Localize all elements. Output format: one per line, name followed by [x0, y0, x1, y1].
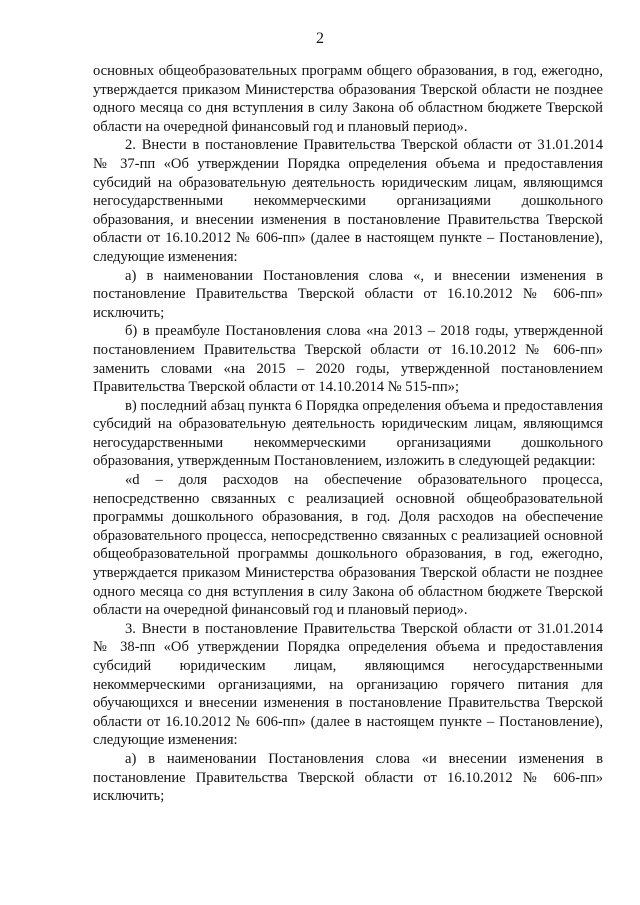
paragraph-subitem-2b: б) в преамбуле Постановления слова «на 2013 – 2018 годы, утвержденной постановлением Правительства Тверской области от 16.10.2012 № 606-пп» заменить словами «на 2015 – 2020 годы, утвержденной постановлением Правительства Тверской области от 14.10.2014 № 515-пп»; — [93, 323, 603, 396]
page-number: 2 — [316, 30, 324, 47]
paragraph-subitem-2a: а) в наименовании Постановления слова «, и внесении изменения в постановление Правительства Тверской области от 16.10.2012 № 606-пп» исключить; — [93, 267, 603, 321]
paragraph-subitem-3a: а) в наименовании Постановления слова «и внесении изменения в постановление Правительства Тверской области от 16.10.2012 № 606-пп» исключить; — [93, 750, 603, 805]
paragraph-new-wording: «d – доля расходов на обеспечение образовательного процесса, непосредственно связанных с реализацией основной общеобразовательной программы дошкольного образования, в год. Доля расходов на обеспечение образовательного процесса, непосредственно связанных с реализацией основной общеобразовательной программы дошкольного образования, в год, ежегодно, утверждается приказом Министерства образования Тверской области не позднее одного месяца со дня вступления в силу Закона об областном бюджете Тверской области на очередной финансовый год и плановый период». — [93, 472, 603, 619]
paragraph-item-3: 3. Внести в постановление Правительства Тверской области от 31.01.2014 № 38-пп «Об утверждении Порядка определения объема и предоставления субсидий юридическим лицам, являющимся негосударственными некоммерческими организациями, на организацию горячего питания для обучающихся и внесении изменения в постановление Правительства Тверской области от 16.10.2012 № 606-пп» (далее в настоящем пункте – Постановление), следующие изменения: — [93, 620, 603, 749]
paragraph-subitem-2v: в) последний абзац пункта 6 Порядка определения объема и предоставления субсидий на образовательную деятельность юридическим лицам, являющимся негосударственными некоммерческими организациями дошкольного образования, утвержденным Постановлением, изложить в следующей редакции: — [93, 397, 603, 470]
paragraph-item-2: 2. Внести в постановление Правительства Тверской области от 31.01.2014 № 37-пп «Об утверждении Порядка определения объема и предоставления субсидий на образовательную деятельность юридическим лицам, являющимся негосударственными некоммерческими организациями дошкольного образования, и внесении изменения в постановление Правительства Тверской области от 16.10.2012 № 606-пп» (далее в настоящем пункте – Постановление), следующие изменения: — [93, 137, 603, 265]
paragraph-continuation: основных общеобразовательных программ общего образования, в год, ежегодно, утверждается приказом Министерства образования Тверской области не позднее одного месяца со дня вступления в силу Закона об областном бюджете Тверской области на очередной финансовый год и плановый период». — [93, 63, 603, 135]
document-body — [93, 62, 603, 806]
